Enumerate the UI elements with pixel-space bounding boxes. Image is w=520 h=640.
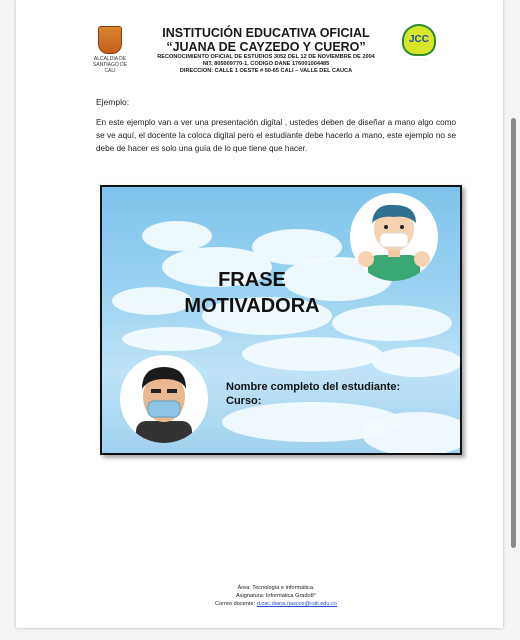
cloud: [242, 337, 382, 371]
address-line: DIRECCION: CALLE 1 OESTE # 50-65 CALI – VALLE DEL CAUCA: [179, 68, 353, 74]
jcc-badge-icon: JCC: [402, 24, 436, 56]
vertical-scrollbar[interactable]: [511, 118, 516, 548]
recognition-line: RECONOCIMIENTO OFICIAL DE ESTUDIOS 3052 DEL 12 DE NOVIEMBRE DE 2004: [157, 54, 375, 60]
footer-email-prefix: Correo docente:: [215, 601, 256, 607]
course-label: Curso:: [226, 395, 262, 407]
cloud: [362, 412, 462, 455]
cloud: [122, 327, 222, 351]
teacher-email-link[interactable]: d.cac.diana.riascos@cali.edu.co: [256, 601, 337, 607]
slide-title: [172, 267, 332, 319]
boy-thumbs-up-icon: [350, 193, 438, 281]
ejemplo-label: Ejemplo:: [96, 97, 130, 107]
slide-title-line1: FRASE: [218, 269, 286, 291]
footer-subject: Asignatura: Informática Grado8°: [236, 593, 316, 599]
footer-area: Área: Tecnología e informática.: [237, 585, 315, 591]
boy-avatar: [350, 193, 438, 281]
nit-line: NIT. 805009770-1. CODIGO DANE 176001004485: [202, 61, 330, 67]
instructions-paragraph: En este ejemplo van a ver una presentación digital , ustedes deben de diseñar a mano algo como se ve aquí, el docente la coloca digital pero el estudiante debe hacerlo a mano, este ejemplo no se debe de hacer es solo una guía de lo que tiene que hacer.: [96, 118, 456, 153]
slide-title-line2: MOTIVADORA: [184, 295, 320, 317]
student-info: [226, 380, 400, 408]
institution-name: INSTITUCIÓN EDUCATIVA OFICIAL: [162, 26, 370, 40]
footer-email-line: [146, 600, 406, 608]
school-logo-caption: · · · · · · · ·: [409, 57, 429, 62]
cloud: [142, 221, 212, 251]
masked-man-icon: [120, 355, 208, 443]
cloud: [332, 305, 452, 341]
school-name: “JUANA DE CAYZEDO Y CUERO”: [166, 40, 366, 54]
document-page: [16, 0, 503, 628]
cali-logo-caption: ALCALDIA DE SANTIAGO DE CALI: [92, 56, 128, 74]
student-name-label: Nombre completo del estudiante:: [226, 381, 401, 393]
school-logo: [398, 24, 440, 62]
document-footer: [146, 584, 406, 608]
example-slide: [100, 185, 462, 455]
man-avatar: [120, 355, 208, 443]
cloud: [372, 347, 462, 377]
